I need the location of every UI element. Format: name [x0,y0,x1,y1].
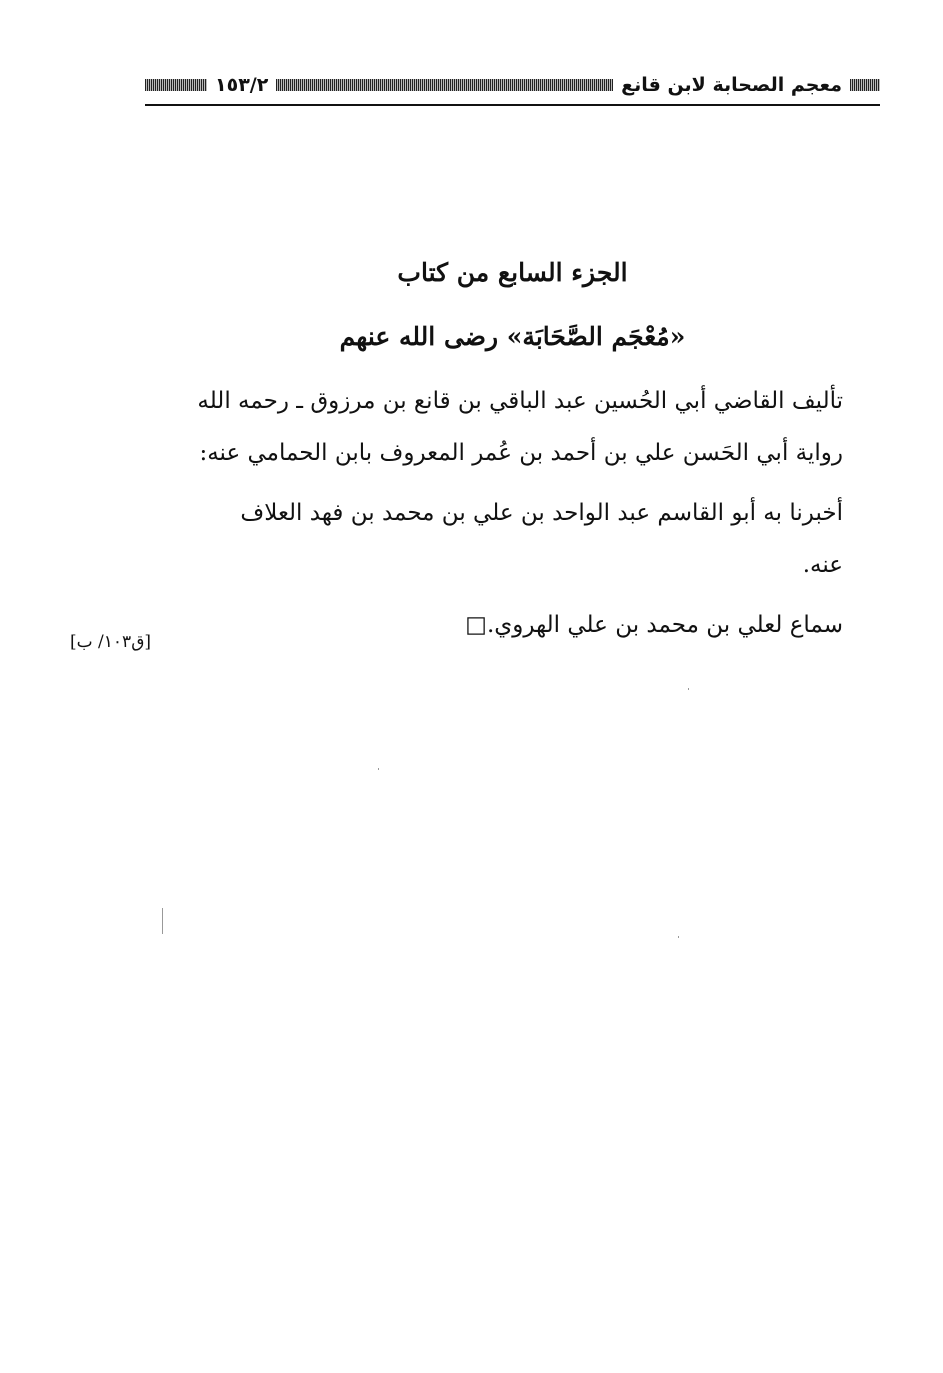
chain-line-end: عنه. [802,552,843,578]
header-ornament-left [145,79,207,91]
author-line: تأليف القاضي أبي الحُسين عبد الباقي بن قانع بن مرزوق ـ رحمه الله [197,388,843,414]
book-name-heading: «مُعْجَم الصَّحَابَة» رضى الله عنهم [339,322,686,351]
running-header [145,72,880,98]
header-rule [145,104,880,106]
header-ornament-middle [276,79,613,91]
header-ornament-right [850,79,880,91]
chain-line: أخبرنا به أبو القاسم عبد الواحد بن علي بن محمد بن فهد العلاف [240,500,843,526]
scan-speck [378,768,379,770]
riwaya-line: رواية أبي الحَسن علي بن أحمد بن عُمر المعروف بابن الحمامي عنه: [199,440,843,466]
part-heading: الجزء السابع من كتاب [397,258,628,287]
scan-speck [688,688,689,690]
book-title: معجم الصحابة لابن قانع [621,74,842,96]
scan-speck [678,936,679,938]
page-number: ١٥٣/٢ [215,74,269,96]
manuscript-folio-note: [ق١٠٣/ ب] [70,632,152,652]
scan-speck [162,908,163,934]
samaa-line: سماع لعلي بن محمد بن علي الهروي.□ [465,612,843,638]
